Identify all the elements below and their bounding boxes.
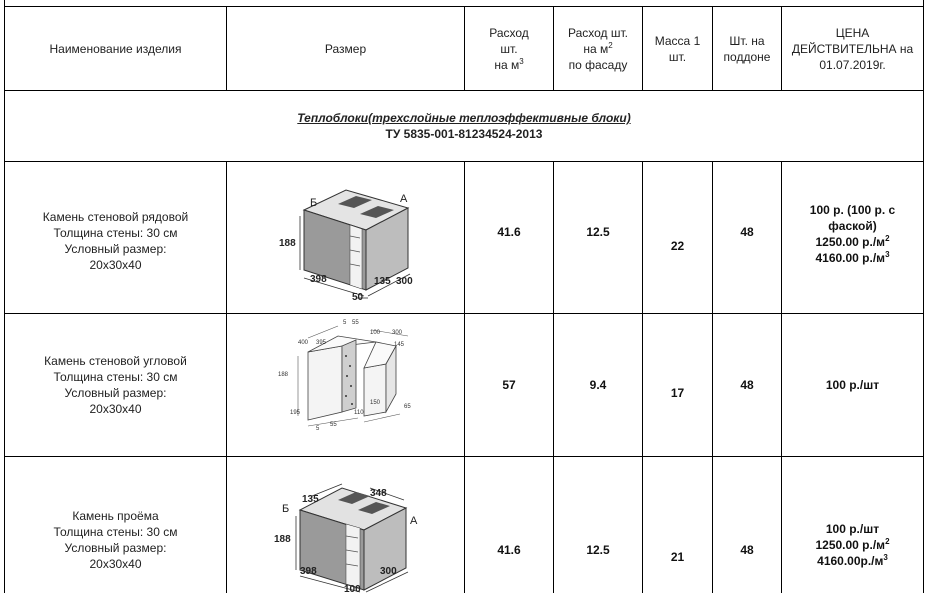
row2-drawing-label-300: 300 [392, 330, 403, 336]
row3-drawing-label-100: 100 [344, 584, 361, 593]
section-title-prefix: Теплоблоки [297, 111, 369, 125]
row1-name-line4: 20х30х40 [89, 257, 142, 272]
row2-pallet: 48 [740, 378, 754, 392]
row2-price-line1: 100 р./шт [825, 378, 880, 392]
header-per-m3-line1: Расход [489, 25, 529, 40]
row3-price-line1: 100 р./шт [825, 522, 880, 536]
row2-drawing-label-100a: 100 [370, 330, 381, 336]
row1-price-line4: 4160.00 $р./м^3$ [815, 249, 890, 265]
header-pallet-line2: поддоне [723, 49, 771, 64]
row3-price-line2: 1250.00 $р./м^2$ [815, 537, 890, 552]
header-per-m2 [554, 7, 642, 90]
row3-drawing-label-135: 135 [302, 494, 319, 505]
row2-drawing-label-55a: 55 [352, 320, 359, 326]
section-title [5, 91, 923, 161]
row2-price [782, 314, 923, 456]
row3-price [782, 457, 923, 593]
row2-per-m3: 57 [502, 378, 516, 392]
row3-name-line2: Толщина стены: 30 см [53, 525, 178, 539]
row3-drawing-label-300: 300 [380, 566, 397, 577]
row2-name-line2: Толщина стены: 30 см [53, 370, 178, 384]
header-per-m3-line3: на $м^3$ [494, 56, 524, 72]
row3-name-line1: Камень проёма [72, 509, 159, 523]
row2-drawing-label-400: 400 [298, 340, 309, 346]
row2-name [5, 314, 226, 456]
row2-drawing-label-110: 110 [354, 410, 364, 416]
header-price-line3: 01.07.2019г. [819, 57, 886, 72]
row1-name [5, 162, 226, 313]
row3-name-line3: Условный размер: [64, 541, 167, 555]
row1-drawing-label-a: А [400, 193, 408, 205]
row1-drawing-label-300: 300 [396, 276, 413, 287]
row2-name-line4: 20х30х40 [89, 402, 142, 416]
row2-name-line1: Камень стеновой угловой [44, 354, 187, 368]
header-name [5, 7, 226, 90]
row3-price-line3: $4160.00р./м^3$ [817, 553, 888, 568]
row3-per-m3: 41.6 [497, 543, 521, 557]
row1-price [782, 162, 923, 313]
row1-block-drawing [276, 186, 436, 304]
row3-pallet: 48 [740, 543, 754, 557]
row1-drawing-label-398: 398 [310, 274, 327, 285]
row1-per-m2: 12.5 [586, 224, 610, 239]
row1-price-line1: 100 р. (100 р. с [809, 202, 896, 217]
row2-drawing-label-150: 150 [370, 400, 381, 406]
row3-drawing-label-398: 398 [300, 566, 317, 577]
row2-drawing-label-195: 195 [290, 410, 301, 416]
header-mass-line2: шт. [668, 49, 687, 64]
row2-name-line3: Условный размер: [64, 386, 167, 400]
row1-drawing-label-135: 135 [374, 276, 391, 287]
row3-drawing-label-a: А [410, 515, 418, 527]
header-pallet-line1: Шт. на [729, 33, 765, 48]
section-spec: ТУ 5835-001-81234524-2013 [385, 127, 543, 141]
col-divider-1b [226, 161, 227, 593]
row2-corner-block-drawing [268, 316, 428, 436]
row1-price-line3: 1250.00 $р./м^2$ [815, 233, 890, 249]
row3-name-line4: 20х30х40 [89, 557, 142, 571]
row1-drawing-label-50: 50 [352, 292, 364, 303]
row1-per-m3: 41.6 [497, 224, 521, 239]
row1-pallet: 48 [740, 224, 754, 239]
header-mass [643, 7, 712, 90]
header-price [782, 7, 923, 90]
row2-drawing-label-5b: 5 [316, 426, 320, 432]
row2-drawing-label-145: 145 [394, 342, 405, 348]
right-border [923, 0, 924, 593]
row2-drawing-label-55b: 55 [330, 422, 337, 428]
header-size [227, 7, 464, 90]
row1-name-line1: Камень стеновой рядовой [42, 209, 189, 224]
row3-drawing-label-348: 348 [370, 488, 387, 499]
row1-drawing-label-188: 188 [279, 238, 296, 249]
row2-drawing-label-188: 188 [278, 372, 289, 378]
row1-drawing-label-b: Б [310, 197, 318, 209]
row3-mass: 21 [670, 550, 685, 564]
section-title-paren: (трехслойные теплоэффективные блоки) [368, 111, 631, 125]
row3-per-m2: 12.5 [586, 543, 610, 557]
row2-mass: 17 [670, 386, 685, 400]
header-price-line1: ЦЕНА [835, 25, 870, 40]
header-name-label: Наименование изделия [49, 41, 182, 56]
header-per-m2-line1: Расход шт. [567, 25, 629, 40]
row1-name-line2: Толщина стены: 30 см [53, 225, 178, 240]
header-size-label: Размер [324, 41, 367, 56]
row2-drawing-label-395: 395 [316, 340, 327, 346]
row2-drawing-label-65: 65 [404, 404, 411, 410]
header-per-m3 [465, 7, 553, 90]
header-mass-line1: Масса 1 [654, 33, 701, 48]
header-per-m3-line2: шт. [500, 41, 518, 56]
row3-drawing-label-b: Б [282, 503, 290, 515]
header-per-m2-line3: по фасаду [568, 57, 628, 72]
header-price-line2: ДЕЙСТВИТЕЛЬНА на [791, 41, 914, 56]
section-title-line [297, 110, 630, 126]
header-pallet [713, 7, 781, 90]
row3-opening-block-drawing [270, 478, 430, 593]
row3-name [5, 457, 226, 593]
row1-mass: 22 [670, 238, 685, 253]
row1-price-line2: фаской) [828, 218, 877, 233]
row1-name-line3: Условный размер: [64, 241, 167, 256]
row3-drawing-label-188: 188 [274, 534, 291, 545]
row2-drawing-label-5a: 5 [343, 320, 347, 326]
row2-per-m2: 9.4 [589, 378, 607, 392]
header-per-m2-line2: на $м^2$ [583, 40, 613, 56]
